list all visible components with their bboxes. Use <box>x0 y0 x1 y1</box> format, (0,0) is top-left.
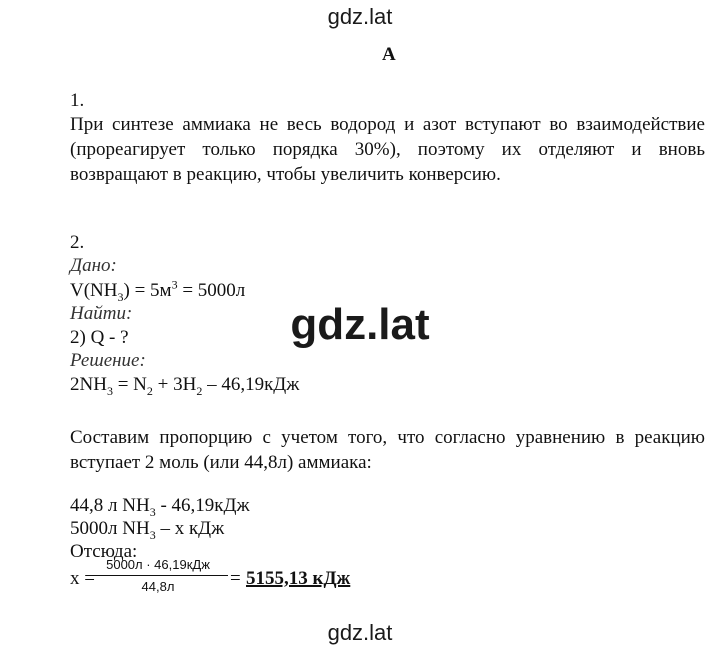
reaction-equation: $2NH_3 = N_2 + 3H_2 - 46,19кДж$ <box>70 374 300 398</box>
fraction-denominator: 44,8л <box>141 579 175 594</box>
given-line: $V(NH_3) = 5м^3 = 5000л$ <box>70 277 246 304</box>
x-lhs: x = <box>70 568 95 589</box>
proportion-line-1: 44,8 л $NH_3 - 46,19кДж$ <box>70 495 250 519</box>
find-line: 2) Q - ? <box>70 327 129 348</box>
proportion-line-2: 5000л $NH_3$ – x кДж <box>70 518 225 542</box>
section-letter: А <box>382 44 396 65</box>
equals-sign: = <box>230 568 241 589</box>
task1-number: 1. <box>70 90 85 111</box>
hence-label: Отсюда: <box>70 541 138 562</box>
watermark-top: gdz.lat <box>327 4 393 29</box>
given-label: Дано: <box>70 255 117 276</box>
final-answer: 5155,13 кДж <box>246 568 351 589</box>
find-label: Найти: <box>70 303 133 324</box>
proportion-text: Составим пропорцию с учетом того, что согласно уравнению в реакцию вступает 2 моль (или 44,8л) аммиака: <box>70 427 705 473</box>
fraction-numerator: 5000л · 46,19кДж <box>106 557 210 572</box>
task1-text: При синтезе аммиака не весь водород и азот вступают во взаимодействие (прореагирует только порядка 30%), поэтому их отделяют и вновь возвращают в реакцию, чтобы увеличить конверсию. <box>70 114 705 185</box>
result-fraction <box>88 557 228 594</box>
watermark-bottom: gdz.lat <box>327 620 393 645</box>
solution-label: Решение: <box>70 350 146 371</box>
task2-number: 2. <box>70 232 85 253</box>
watermark-middle: gdz.lat <box>290 300 430 349</box>
